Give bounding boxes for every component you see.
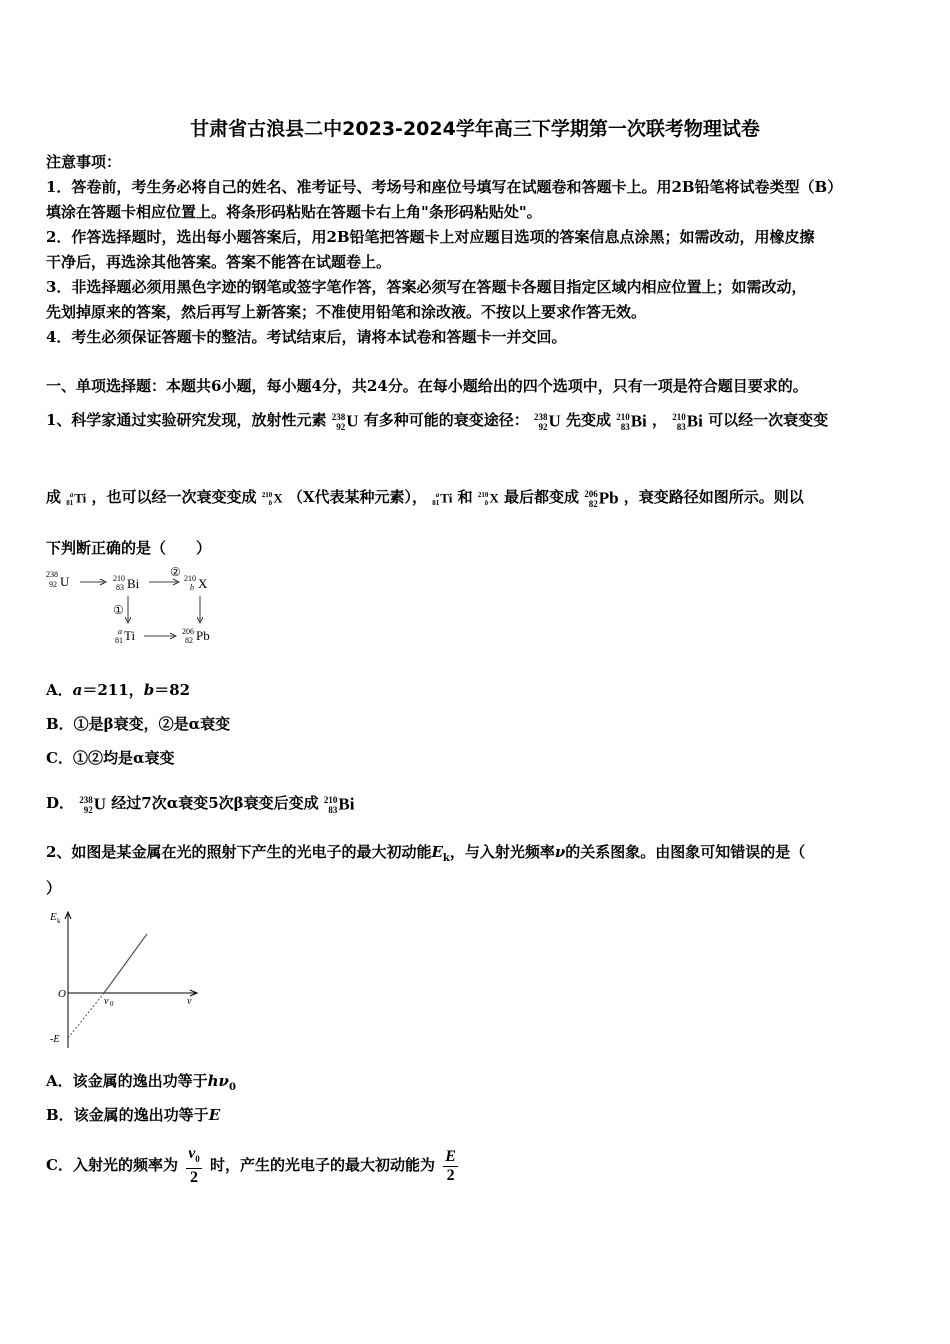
notice-line-1a: 1．答卷前，考生务必将自己的姓名、准考证号、考场号和座位号填写在试题卷和答题卡上。用2B铅笔将试卷类型（B） <box>46 178 843 196</box>
section-heading: 一、单项选择题：本题共6小题，每小题4分，共24分。在每小题给出的四个选项中，只有一项是符合题目要求的。 <box>46 377 808 395</box>
decay-diagram <box>44 566 234 648</box>
diagram-u238 <box>46 570 70 589</box>
diagram-pb206 <box>182 627 210 645</box>
label-decay-1: ① <box>113 603 124 617</box>
graph-y-label: E <box>50 911 57 923</box>
label-decay-2: ② <box>170 566 181 579</box>
isotope-u238: 238 92 U <box>533 411 561 432</box>
svg-text:Bi: Bi <box>127 576 140 591</box>
q1-option-a: A．a＝211，b＝82 <box>46 681 191 699</box>
svg-text:82: 82 <box>185 636 193 645</box>
diagram-bi210 <box>113 574 140 592</box>
graph-extrapolation <box>68 993 104 1038</box>
q2-option-c: C．入射光的频率为 $\frac{\nu_0}{2}$ 时，产生的光电子的最大初动能为 $\frac{E}{2}$ <box>46 1144 456 1187</box>
svg-text:X: X <box>198 576 208 591</box>
graph-nu0-label: ν <box>104 996 109 1007</box>
svg-text:83: 83 <box>116 583 124 592</box>
svg-text:k: k <box>57 917 61 925</box>
notice-heading: 注意事项： <box>46 153 122 171</box>
svg-text:Ti: Ti <box>124 628 136 643</box>
svg-text:92: 92 <box>49 580 57 589</box>
isotope-ti: a 81 Ti <box>66 490 87 507</box>
q1-line-3: 下判断正确的是（ ） <box>46 539 212 557</box>
notice-line-2b: 干净后，再选涂其他答案。答案不能答在试题卷上。 <box>46 253 392 271</box>
diagram-ti <box>115 627 135 645</box>
exam-title: 甘肃省古浪县二中2023-2024学年高三下学期第一次联考物理试卷 <box>190 118 760 140</box>
q2-option-b: B．该金属的逸出功等于E <box>46 1106 221 1124</box>
q2-line-1: 2、如图是某金属在光的照射下产生的光电子的最大初动能$E_k$，与入射光频率ν的关系图象。由图象可知错误的是（ <box>46 843 806 864</box>
q2-line-2: ） <box>46 879 62 897</box>
q1-option-c: C．①②均是α衰变 <box>46 749 175 767</box>
fraction-nu0-over-2: $\frac{\nu_0}{2}$ <box>188 1144 200 1187</box>
svg-text:b: b <box>190 583 194 592</box>
isotope-u238: 238 92 U <box>331 411 359 432</box>
graph-neg-e-label: -E <box>50 1034 60 1045</box>
isotope-bi210: 210 83 Bi <box>672 411 703 432</box>
svg-text:Pb: Pb <box>196 628 210 643</box>
graph-origin: O <box>58 988 66 1000</box>
fraction-e-over-2: $\frac{E}{2}$ <box>445 1147 456 1184</box>
notice-line-3b: 先划掉原来的答案，然后再写上新答案；不准使用铅笔和涂改液。不按以上要求作答无效。 <box>46 303 647 321</box>
q2-option-a: A．该金属的逸出功等于$h\nu_0$ <box>46 1072 236 1093</box>
svg-text:210: 210 <box>184 574 196 583</box>
graph-line <box>104 934 147 993</box>
isotope-ti: a 81 Ti <box>432 490 453 507</box>
svg-text:210: 210 <box>113 574 125 583</box>
notice-line-1b: 填涂在答题卡相应位置上。将条形码粘贴在答题卡右上角"条形码粘贴处"。 <box>46 203 542 221</box>
svg-text:206: 206 <box>182 627 194 636</box>
q1-option-d: D． 238 92 U 经过7次α衰变5次β衰变后变成 210 83 Bi <box>46 788 354 820</box>
isotope-pb206: 206 82 Pb <box>584 488 619 509</box>
isotope-u238: 238 92 U <box>79 794 107 815</box>
q1-option-b: B．①是β衰变，②是α衰变 <box>46 715 231 733</box>
q1-line-2: 成 a 81 Ti ，也可以经一次衰变变成 210 b X （X代表某种元素）， a 81 Ti 和 210 b X 最后都变成 206 82 Pb ，衰变路径如图所示。则以 <box>46 482 804 514</box>
ek-frequency-graph <box>44 906 204 1056</box>
notice-line-3a: 3．非选择题必须用黑色字迹的钢笔或签字笔作答，答案必须写在答题卡各题目指定区域内相应位置上；如需改动， <box>46 278 807 296</box>
svg-text:a: a <box>118 627 122 636</box>
svg-text:U: U <box>60 574 70 589</box>
notice-line-4: 4．考生必须保证答题卡的整洁。考试结束后，请将本试卷和答题卡一并交回。 <box>46 328 567 346</box>
isotope-bi210: 210 83 Bi <box>616 411 647 432</box>
isotope-bi210: 210 83 Bi <box>323 794 355 815</box>
isotope-x: 210 b X <box>477 490 499 507</box>
q1-line-1: 1、科学家通过实验研究发现，放射性元素 238 92 U 有多种可能的衰变途径： 238 92 U 先变成 210 83 Bi ， 210 83 Bi 可以经一次衰变变 <box>46 405 828 437</box>
svg-text:81: 81 <box>115 636 123 645</box>
diagram-x <box>184 574 208 592</box>
isotope-x: 210 b X <box>261 490 283 507</box>
notice-line-2a: 2．作答选择题时，选出每小题答案后，用2B铅笔把答题卡上对应题目选项的答案信息点涂黑；如需改动，用橡皮擦 <box>46 228 815 246</box>
svg-text:238: 238 <box>46 570 58 579</box>
graph-x-label: ν <box>187 996 192 1007</box>
svg-text:0: 0 <box>110 1000 114 1008</box>
